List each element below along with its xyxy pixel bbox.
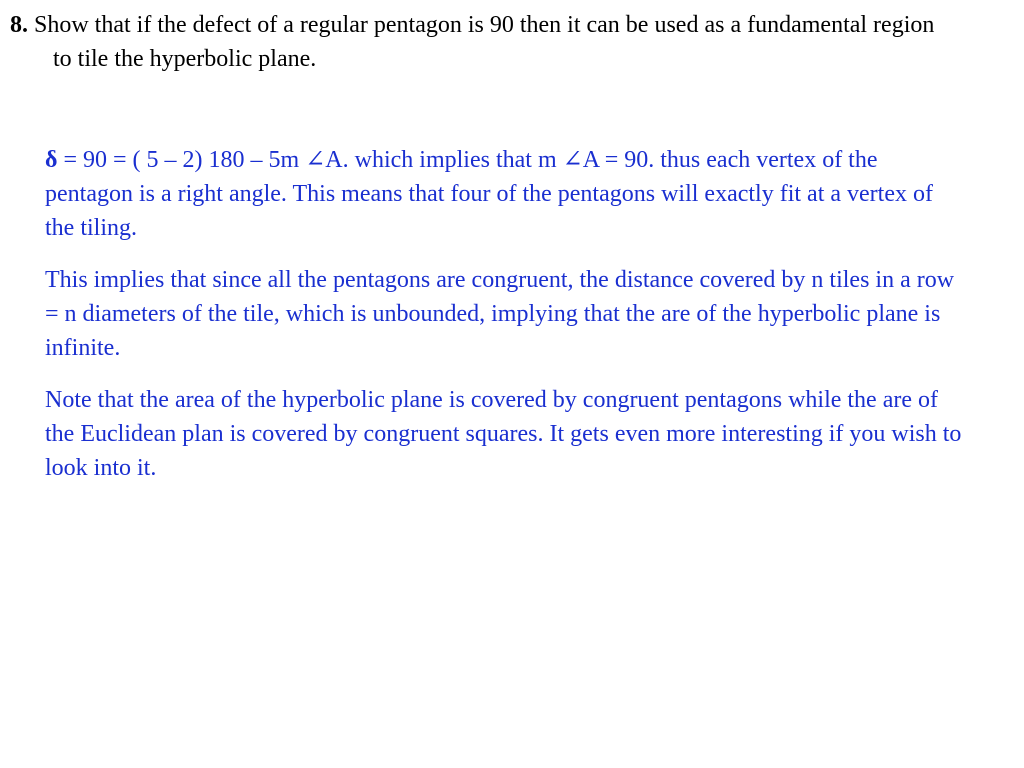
solution-paragraph-3: Note that the area of the hyperbolic plane is covered by congruent pentagons while the are of the Euclidean plan is covered by congruent squares. It gets even more interesting if you wish to look into it. <box>45 387 962 481</box>
problem-statement <box>10 8 953 76</box>
solution-paragraph-2: This implies that since all the pentagons are congruent, the distance covered by n tiles in a row = n diameters of the tile, which is unbounded, implying that the are of the hyperbolic plane is infinite. <box>45 267 955 361</box>
problem-text: Show that if the defect of a regular pentagon is 90 then it can be used as a fundamental region to tile the hyperbolic plane. <box>34 12 935 72</box>
solution-paragraph-1-text: = 90 = ( 5 – 2) 180 – 5m ∠A. which implies that m ∠A = 90. thus each vertex of the pentagon is a right angle. This means that four of the pentagons will exactly fit at a vertex of the tiling. <box>45 147 933 241</box>
solution-block <box>45 143 965 503</box>
delta-symbol: δ <box>45 147 58 173</box>
solution-paragraph-1 <box>45 143 965 245</box>
problem-number: 8. <box>10 12 28 38</box>
